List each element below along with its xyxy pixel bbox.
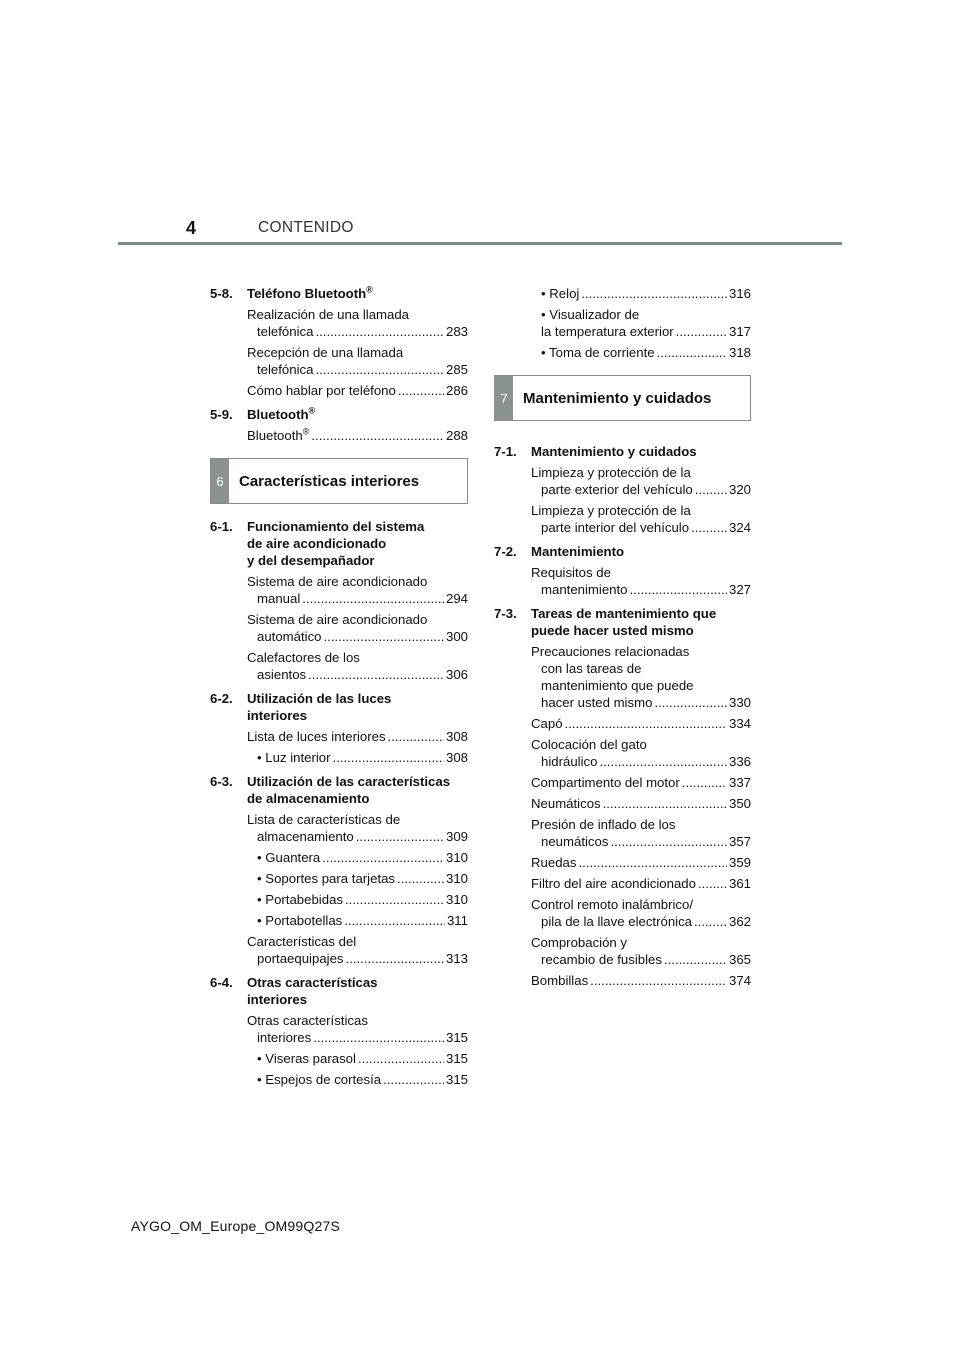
toc-entry[interactable]: Capó ..... 334 [531,715,751,732]
toc-section-heading[interactable]: 7-1. Mantenimiento y cuidados [494,444,697,459]
toc-entry[interactable]: Requisitos de mantenimiento ..... 327 [531,564,751,598]
toc-entry[interactable]: Neumáticos ..... 350 [531,795,751,812]
toc-entry[interactable]: Lista de características de almacenamiento ..... 309 [247,811,468,845]
toc-left-column [210,285,468,1088]
toc-entry[interactable]: Características del portaequipajes ..... 313 [247,933,468,967]
chapter-banner-6[interactable] [210,458,468,504]
toc-entry[interactable]: Otras características interiores ..... 315 [247,1012,468,1046]
toc-entry[interactable]: Recepción de una llamada telefónica ..... 285 [247,344,468,378]
toc-entry[interactable]: Ruedas ..... 359 [531,854,751,871]
toc-entry[interactable]: Limpieza y protección de la parte exterior del vehículo ..... 320 [531,464,751,498]
toc-entry[interactable]: Compartimento del motor ..... 337 [531,774,751,791]
toc-entry[interactable]: Calefactores de los asientos ..... 306 [247,649,468,683]
toc-bullet-entry[interactable]: • Luz interior ..... 308 [257,749,468,766]
chapter-banner-7[interactable] [494,375,751,421]
toc-entry[interactable]: Colocación del gato hidráulico ..... 336 [531,736,751,770]
toc-entry[interactable]: Bombillas ..... 374 [531,972,751,989]
toc-entry[interactable]: Cómo hablar por teléfono ..... 286 [247,382,468,399]
toc-bullet-entry[interactable]: • Portabebidas ..... 310 [257,891,468,908]
toc-entry[interactable]: Limpieza y protección de la parte interior del vehículo ..... 324 [531,502,751,536]
toc-bullet-entry[interactable]: • Guantera ..... 310 [257,849,468,866]
toc-bullet-entry[interactable]: • Visualizador de la temperatura exterior ..... 317 [541,306,751,340]
document-footer: AYGO_OM_Europe_OM99Q27S [131,1218,340,1234]
toc-bullet-entry[interactable]: • Viseras parasol ..... 315 [257,1050,468,1067]
toc-section-heading[interactable]: 6-2. Utilización de las luces interiores [210,691,392,723]
toc-bullet-entry[interactable]: • Portabotellas ..... 311 [257,912,468,929]
toc-entry[interactable]: Sistema de aire acondicionado manual ..... 294 [247,573,468,607]
toc-entry[interactable]: Comprobación y recambio de fusibles ..... 365 [531,934,751,968]
toc-section-heading[interactable]: 5-9. Bluetooth® [210,405,316,422]
toc-right-column [494,285,751,989]
toc-section-heading[interactable]: 5-8. Teléfono Bluetooth® [210,284,373,301]
toc-bullet-entry[interactable]: • Soportes para tarjetas ..... 310 [257,870,468,887]
chapter-number-tab: 6 [211,459,229,503]
toc-section-heading[interactable]: 7-2. Mantenimiento [494,544,625,559]
toc-section-heading[interactable]: 7-3. Tareas de mantenimiento que puede hacer usted mismo [494,606,717,638]
chapter-number-tab: 7 [495,376,513,420]
chapter-title: Características interiores [239,472,420,490]
chapter-title: Mantenimiento y cuidados [523,389,712,407]
toc-bullet-entry[interactable]: • Espejos de cortesía ..... 315 [257,1071,468,1088]
section-title: CONTENIDO [258,219,354,236]
toc-entry[interactable]: Filtro del aire acondicionado ..... 361 [531,875,751,892]
toc-entry[interactable]: Control remoto inalámbrico/ pila de la llave electrónica ..... 362 [531,896,751,930]
toc-entry[interactable]: Precauciones relacionadas con las tareas de mantenimiento que puede hacer usted mismo ..... 330 [531,643,751,711]
toc-bullet-entry[interactable]: • Toma de corriente ..... 318 [541,344,751,361]
toc-section-heading[interactable]: 6-3. Utilización de las características de almacenamiento [210,774,451,806]
toc-section-heading[interactable]: 6-4. Otras características interiores [210,975,378,1007]
page-number: 4 [186,218,197,238]
page-header [118,214,842,246]
toc-entry[interactable]: Realización de una llamada telefónica ..... 283 [247,306,468,340]
toc-entry[interactable]: Presión de inflado de los neumáticos ..... 357 [531,816,751,850]
header-rule [118,242,842,245]
toc-entry[interactable]: Bluetooth® ..... 288 [247,427,468,444]
toc-entry[interactable]: Sistema de aire acondicionado automático ..... 300 [247,611,468,645]
toc-entry[interactable]: Lista de luces interiores ..... 308 [247,728,468,745]
toc-bullet-entry[interactable]: • Reloj ..... 316 [541,285,751,302]
toc-section-heading[interactable]: 6-1. Funcionamiento del sistema de aire acondicionado y del desempañador [210,519,425,568]
